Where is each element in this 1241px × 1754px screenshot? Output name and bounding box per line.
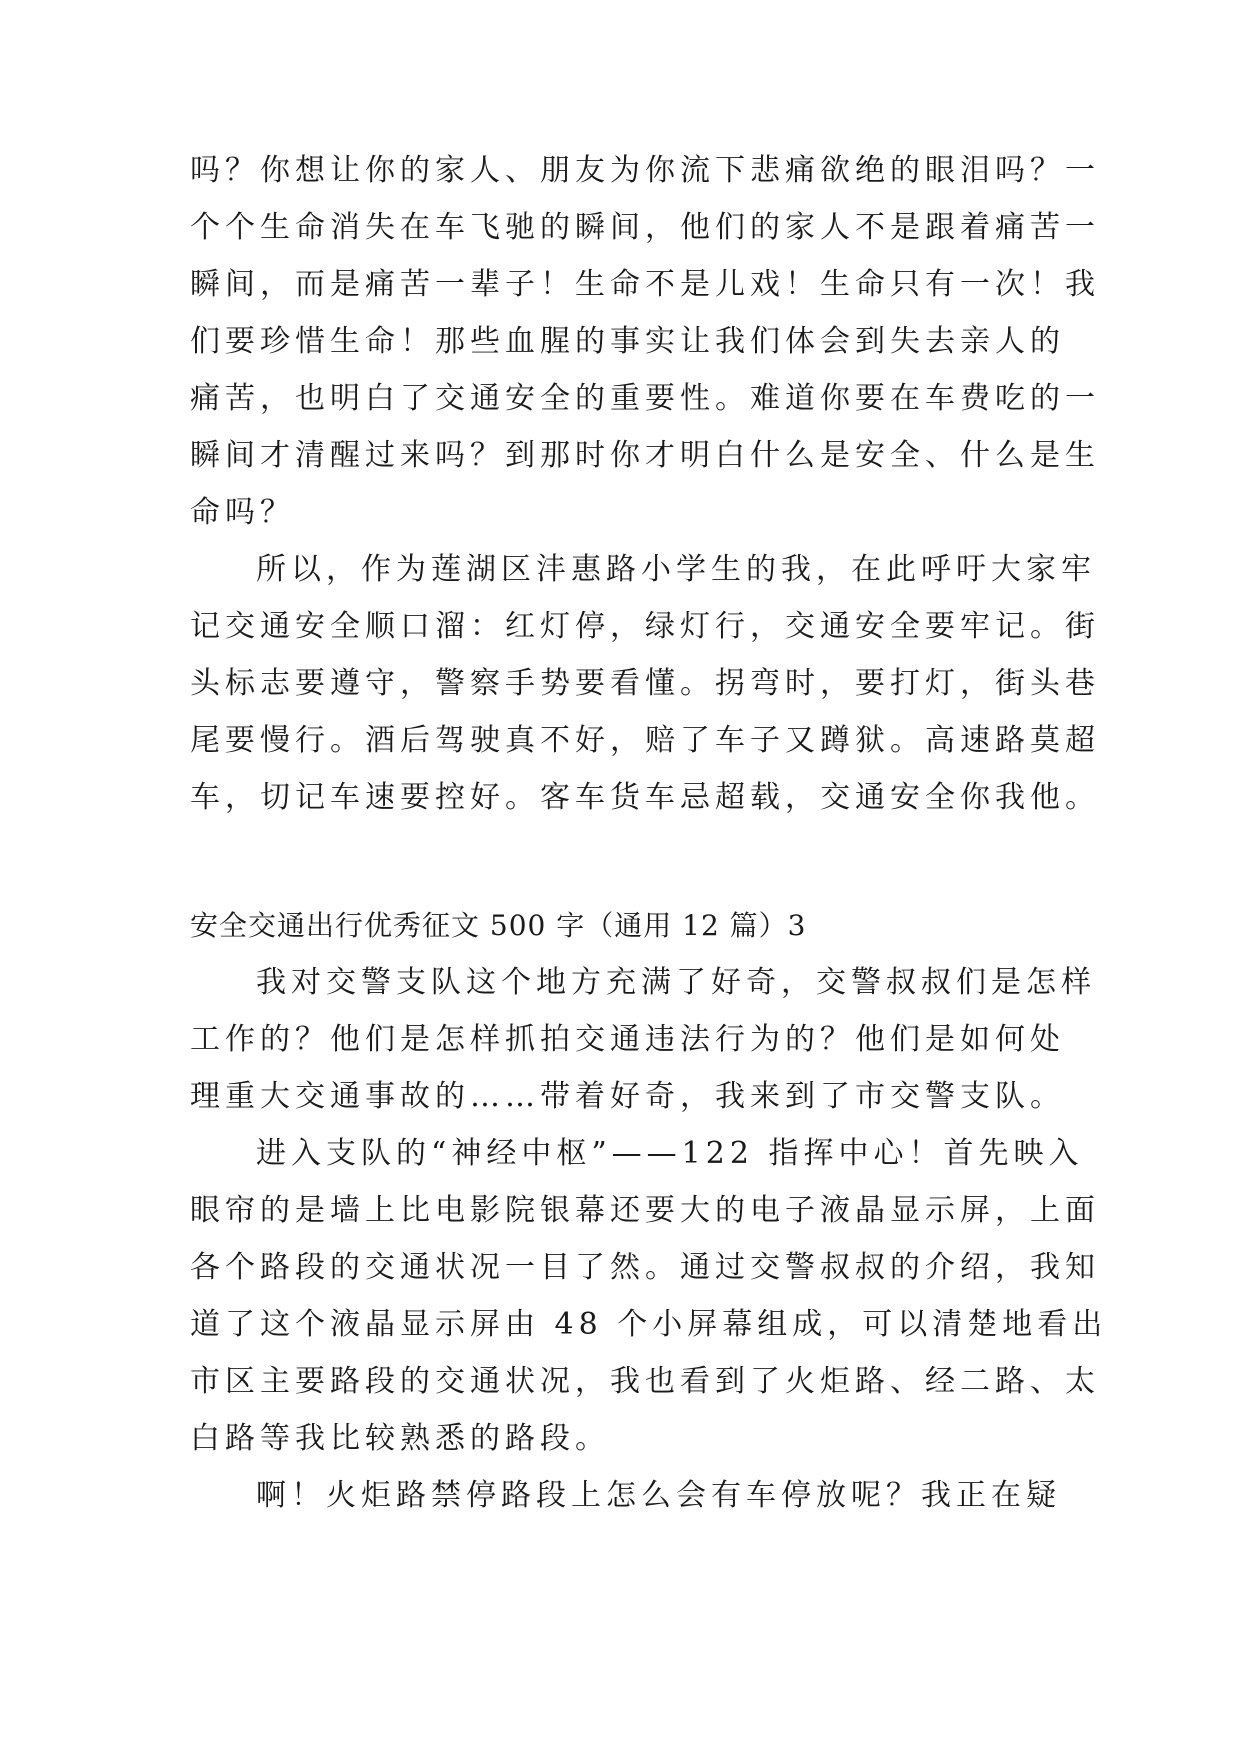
- paragraph-line: 瞬间才清醒过来吗？到那时你才明白什么是安全、什么是生: [190, 438, 1100, 473]
- paragraph-line: 车，切记车速要控好。客车货车忌超载，交通安全你我他。: [190, 780, 1100, 815]
- paragraph-line: 啊！火炬路禁停路段上怎么会有车停放呢？我正在疑: [256, 1478, 1061, 1513]
- paragraph-line: 尾要慢行。酒后驾驶真不好，赔了车子又蹲狱。高速路莫超: [190, 723, 1100, 758]
- paragraph-line: 个个生命消失在车飞驰的瞬间，他们的家人不是跟着痛苦一: [190, 210, 1100, 245]
- paragraph-line: 痛苦，也明白了交通安全的重要性。难道你要在车费吃的一: [190, 381, 1100, 416]
- paragraph-line: 白路等我比较熟悉的路段。: [190, 1421, 610, 1456]
- paragraph-line: 工作的？他们是怎样抓拍交通违法行为的？他们是如何处: [190, 1022, 1065, 1057]
- paragraph-line: 瞬间，而是痛苦一辈子！生命不是儿戏！生命只有一次！我: [190, 267, 1100, 302]
- paragraph-line: 所以，作为莲湖区沣惠路小学生的我，在此呼吁大家牢: [256, 552, 1096, 587]
- paragraph-line: 各个路段的交通状况一目了然。通过交警叔叔的介绍，我知: [190, 1250, 1100, 1285]
- paragraph-line: 进入支队的“神经中枢”——122 指挥中心！首先映入: [256, 1136, 1084, 1171]
- paragraph-line: 记交通安全顺口溜：红灯停，绿灯行，交通安全要牢记。街: [190, 609, 1100, 644]
- paragraph-line: 理重大交通事故的……带着好奇，我来到了市交警支队。: [190, 1079, 1065, 1114]
- section-heading: 安全交通出行优秀征文 500 字（通用 12 篇）3: [190, 909, 807, 942]
- paragraph-line: 市区主要路段的交通状况，我也看到了火炬路、经二路、太: [190, 1364, 1100, 1399]
- paragraph-line: 吗？你想让你的家人、朋友为你流下悲痛欲绝的眼泪吗？一: [190, 153, 1100, 188]
- paragraph-line: 们要珍惜生命！那些血腥的事实让我们体会到失去亲人的: [190, 324, 1065, 359]
- paragraph-line: 头标志要遵守，警察手势要看懂。拐弯时，要打灯，街头巷: [190, 666, 1100, 701]
- paragraph-line: 我对交警支队这个地方充满了好奇，交警叔叔们是怎样: [256, 965, 1096, 1000]
- paragraph-line: 道了这个液晶显示屏由 48 个小屏幕组成，可以清楚地看出: [190, 1307, 1108, 1342]
- paragraph-line: 命吗？: [190, 495, 295, 530]
- paragraph-line: 眼帘的是墙上比电影院银幕还要大的电子液晶显示屏，上面: [190, 1193, 1100, 1228]
